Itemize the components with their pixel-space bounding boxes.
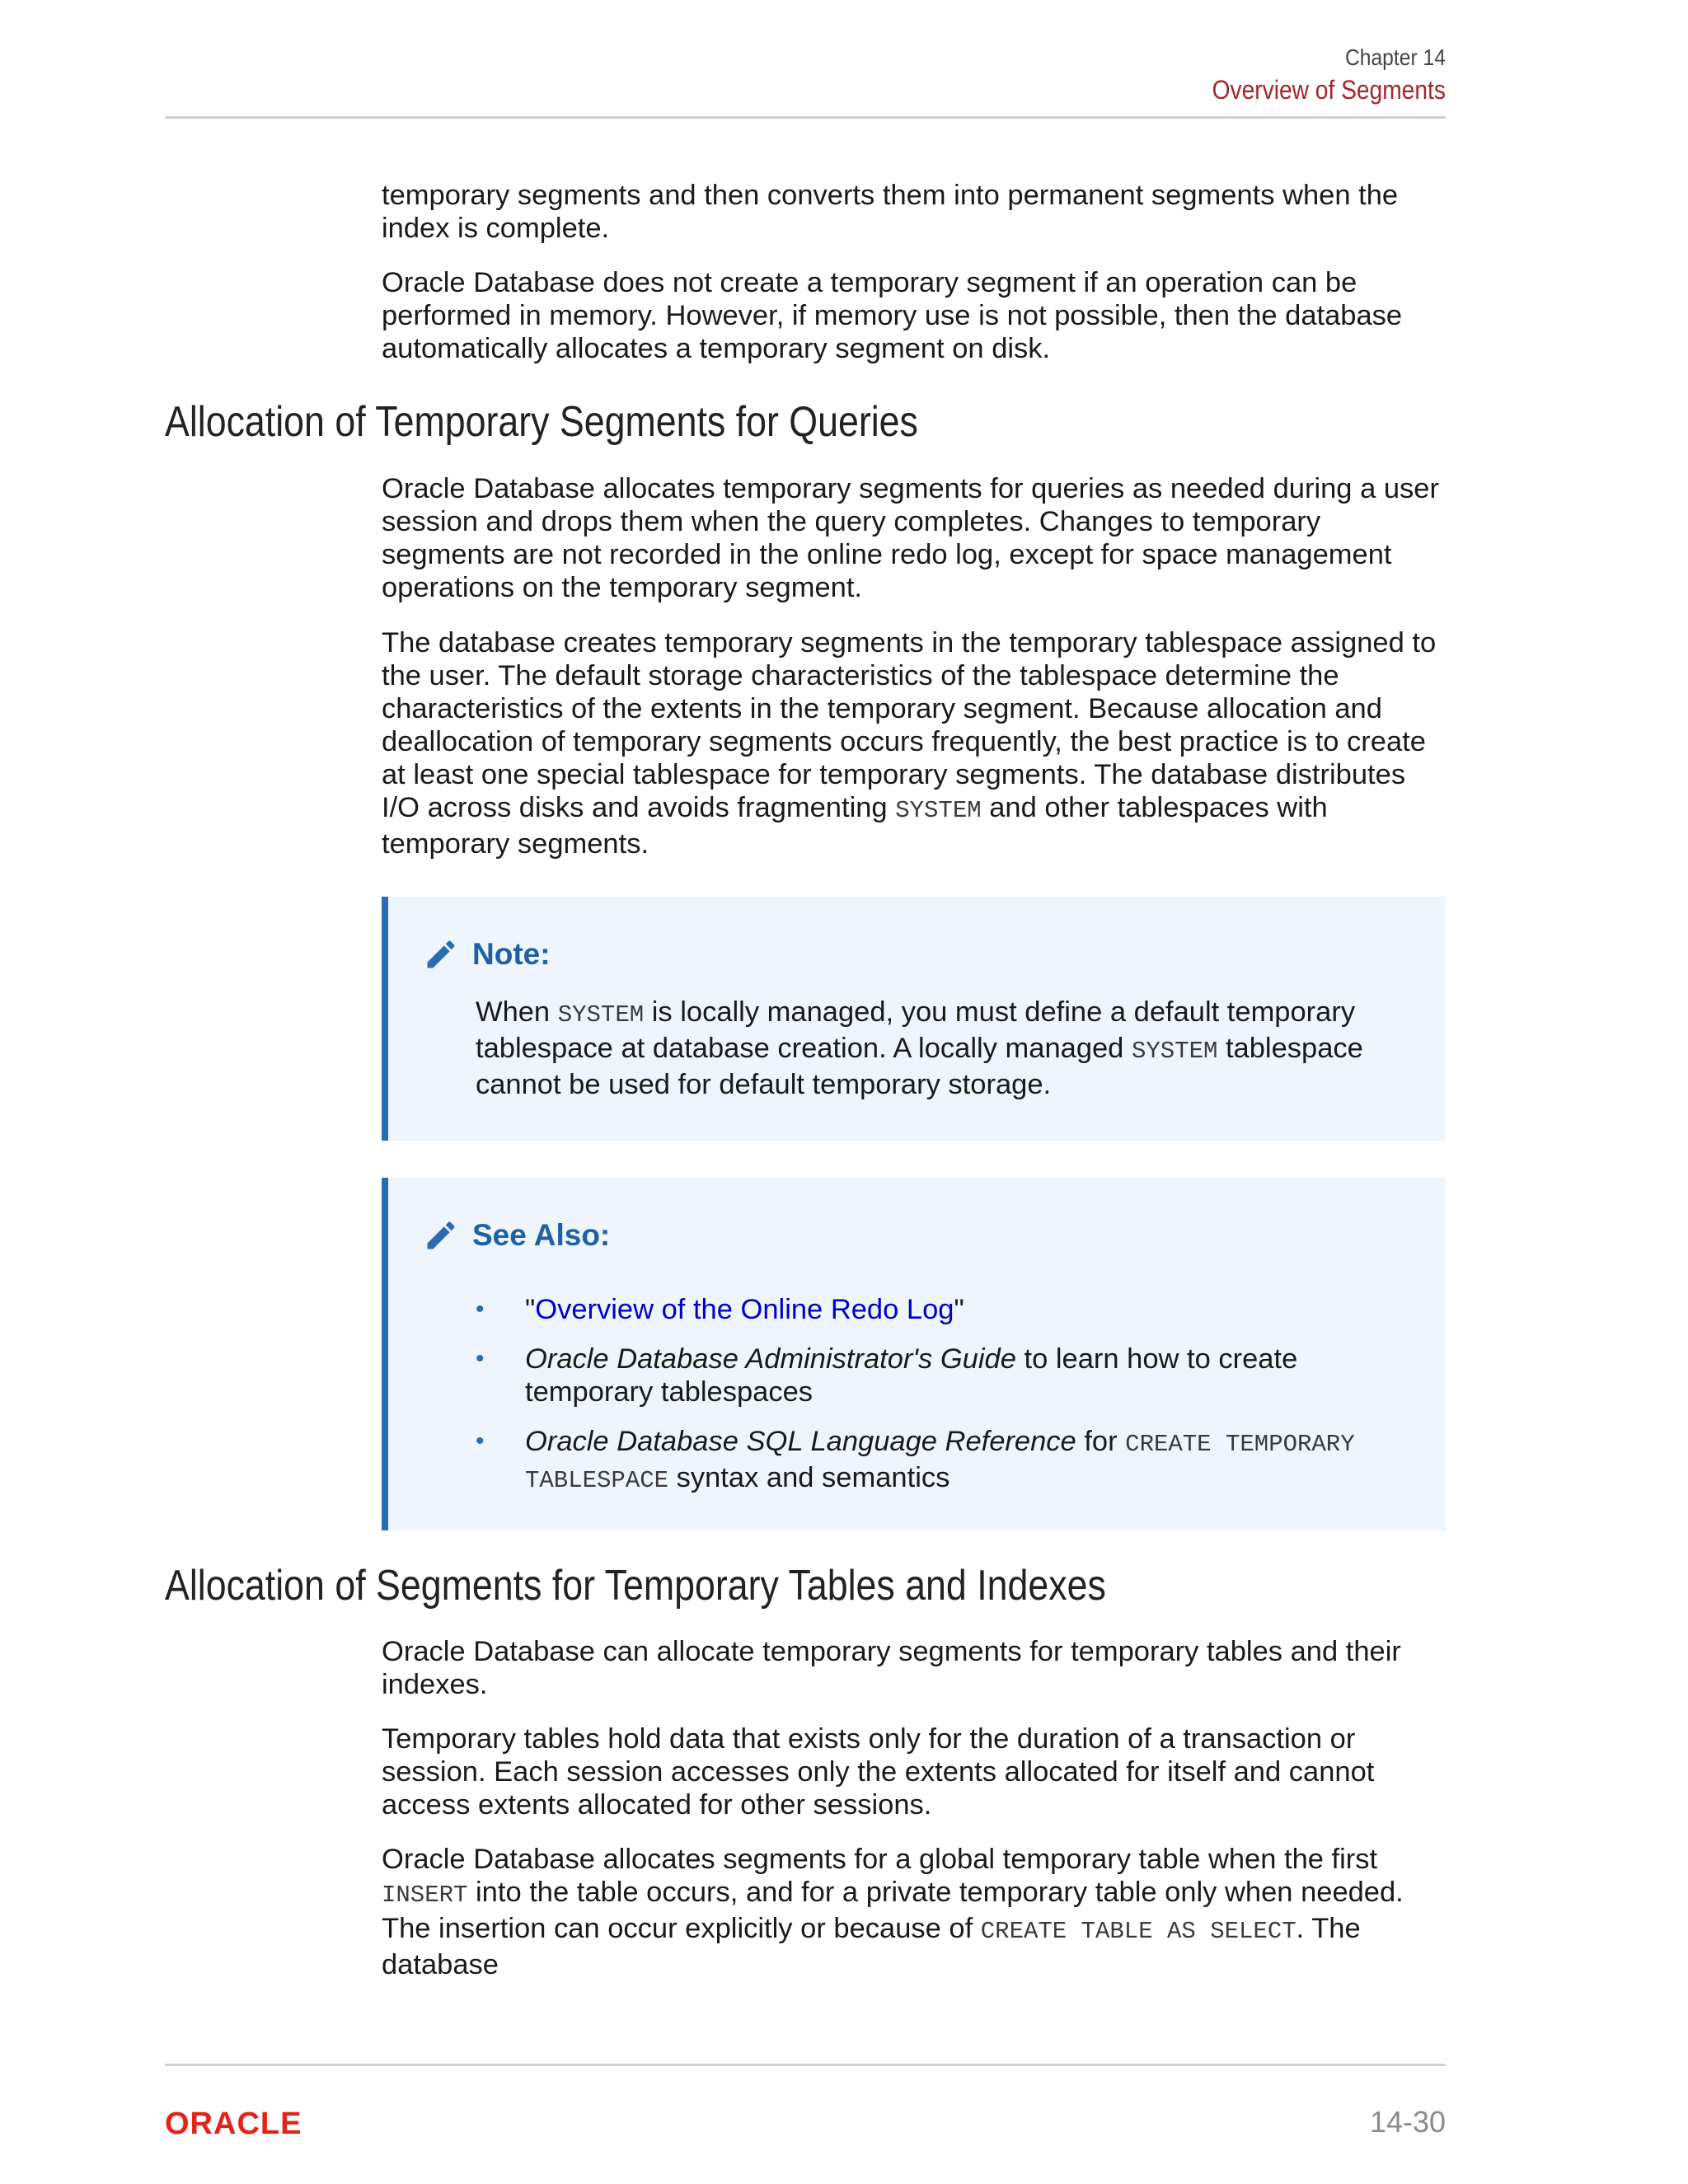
note-heading (423, 936, 551, 972)
section2-paragraph-3 (382, 1843, 1445, 1981)
section2-p3-text: Oracle Database allocates segments for a global temporary table when the first INSERT into the table occurs, and for a private temporary table only when needed. The insertion can occur explicitly or because of CREATE TABLE AS SELECT. The database (382, 1844, 1404, 1980)
section2-p2-text: Temporary tables hold data that exists only for the duration of a transaction or session. Each session accesses only the extents allocated for itself and cannot access extents allocated for other sessions. (382, 1723, 1375, 1821)
bullet: • (476, 1427, 485, 1455)
code-system: SYSTEM (895, 797, 982, 824)
running-header (1180, 43, 1446, 107)
section1-p2-text: The database creates temporary segments in the temporary tablespace assigned to the user. The default storage characteristics of the tablespace determine the characteristics of the extents in the temporary segment. Because allocation and deallocation of temporary segments occurs frequently, the best practice is to create at least one special tablespace for temporary segments. The database distributes I/O across disks and avoids fragmenting SYSTEM and other tablespaces with temporary segments. (382, 627, 1437, 860)
section2-paragraph-2 (382, 1722, 1445, 1821)
svg-text:ORACLE: ORACLE (165, 2108, 302, 2138)
online-redo-log-link[interactable]: Overview of the Online Redo Log (535, 1294, 954, 1325)
page-number: 14-30 (1369, 2105, 1446, 2139)
section1-paragraph-1 (382, 472, 1445, 604)
intro-paragraph-1 (382, 179, 1445, 245)
see-also-box (382, 1178, 1446, 1530)
see-also-heading (423, 1217, 610, 1254)
code-insert: INSERT (382, 1882, 468, 1909)
list-item: • Oracle Database Administrator's Guide to learn how to create temporary tablespaces (476, 1343, 1298, 1408)
intro-paragraph-2 (382, 266, 1445, 365)
intro-p2-text: Oracle Database does not create a temporary segment if an operation can be performed in memory. However, if memory use is not possible, then the database automatically allocates a temporary segment on disk. (382, 267, 1403, 364)
note-body: When SYSTEM is locally managed, you must define a default temporary tablespace at database creation. A locally managed SYSTEM tablespace cannot be used for default temporary storage. (476, 996, 1363, 1100)
book-title: Oracle Database SQL Language Reference (525, 1426, 1076, 1457)
code-create-table-as-select: CREATE TABLE AS SELECT (980, 1918, 1296, 1945)
pencil-icon (423, 936, 459, 972)
code-system: SYSTEM (557, 1001, 645, 1029)
book-title: Oracle Database Administrator's Guide (525, 1343, 1016, 1375)
footer-divider (165, 2064, 1446, 2066)
header-divider (165, 116, 1446, 119)
bullet: • (476, 1345, 485, 1372)
code-system: SYSTEM (1131, 1038, 1218, 1065)
chapter-label: Chapter 14 (1345, 45, 1446, 70)
section2-paragraph-1 (382, 1635, 1445, 1701)
note-box (382, 897, 1446, 1141)
note-title: Note: (472, 937, 551, 971)
section-title-link[interactable]: Overview of Segments (1212, 75, 1446, 105)
section2-p1-text: Oracle Database can allocate temporary segments for temporary tables and their indexes. (382, 1636, 1401, 1700)
oracle-logo (165, 2108, 346, 2138)
code-create-temporary-tablespace: CREATE TEMPORARY TABLESPACE (525, 1431, 1355, 1494)
section-heading-queries: Allocation of Temporary Segments for Queries (165, 398, 918, 446)
see-also-title: See Also: (472, 1218, 611, 1252)
list-item: • Oracle Database SQL Language Reference for CREATE TEMPORARY TABLESPACE syntax and semantics (476, 1426, 1355, 1494)
section-heading-temp-tables: Allocation of Segments for Temporary Tables and Indexes (165, 1562, 1106, 1610)
section1-paragraph-2 (382, 626, 1445, 860)
intro-p1-text: temporary segments and then converts them into permanent segments when the index is complete. (382, 180, 1399, 244)
bullet: • (476, 1296, 485, 1323)
section1-p1-text: Oracle Database allocates temporary segments for queries as needed during a user session and drops them when the query completes. Changes to temporary segments are not recorded in the online redo log, except for space management operations on the temporary segment. (382, 473, 1439, 603)
list-item: • "Overview of the Online Redo Log" (476, 1294, 964, 1325)
pencil-icon (423, 1217, 459, 1254)
